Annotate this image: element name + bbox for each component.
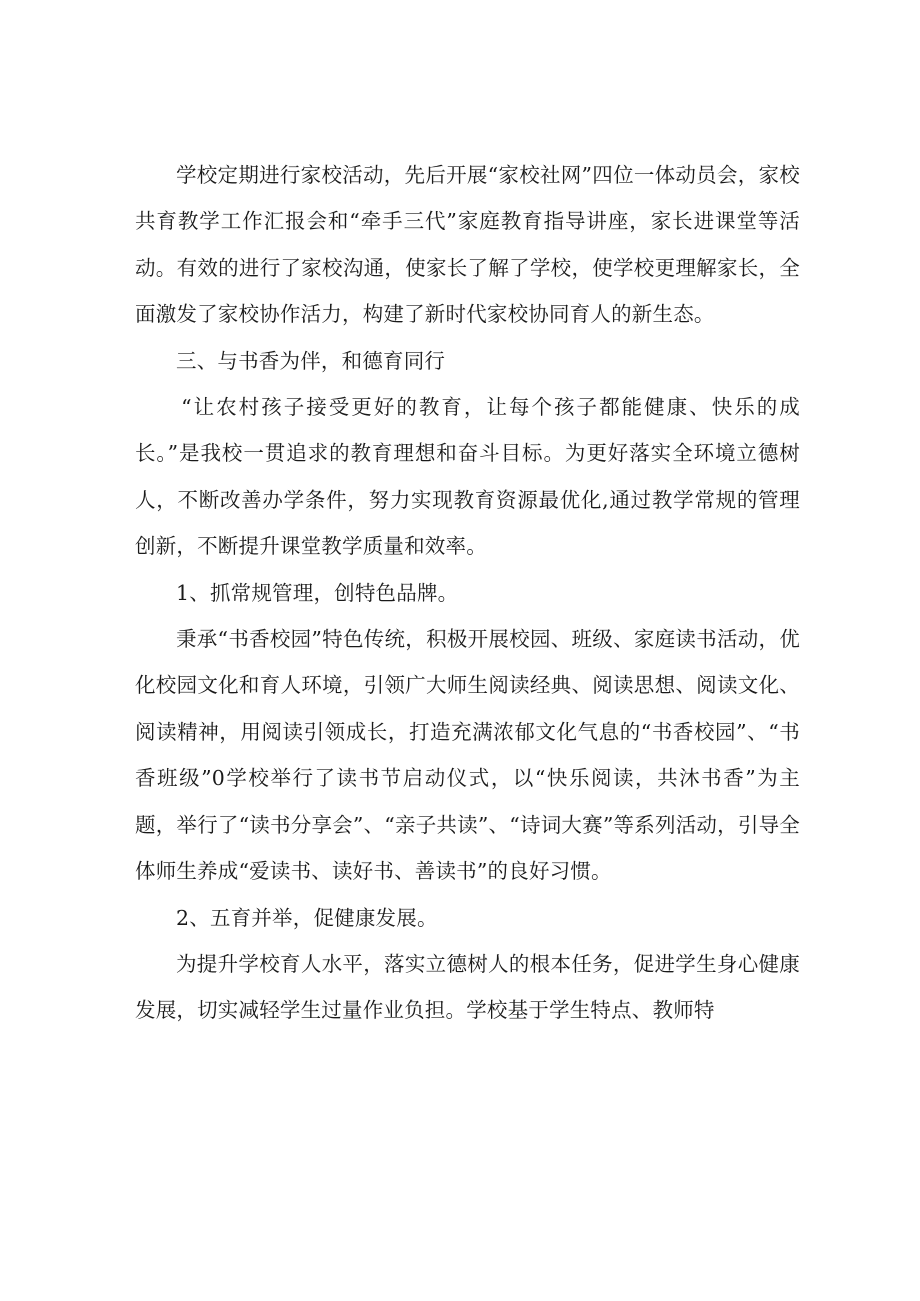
paragraph-education-ideal: “让农村孩子接受更好的教育，让每个孩子都能健康、快乐的成长。”是我校一贯追求的教育理想和奋斗目标。为更好落实全环境立德树人，不断改善办学条件，努力实现教育资源最优化,通过教学常规的管理创新，不断提升课堂教学质量和效率。	[135, 395, 800, 559]
subheading-routine-management: 1、抓常规管理，创特色品牌。	[176, 580, 459, 605]
subheading-five-education: 2、五育并举，促健康发展。	[176, 905, 438, 930]
paragraph-home-school-activities: 学校定期进行家校活动，先后开展“家校社网”四位一体动员会，家校共育教学工作汇报会和“牵手三代”家庭教育指导讲座，家长进课堂等活动。有效的进行了家校沟通，使家长了解了学校，使学校更理解家长，全面激发了家校协作活力，构建了新时代家校协同育人的新生态。	[135, 163, 800, 327]
paragraph-scholarly-campus: 秉承“书香校园”特色传统，积极开展校园、班级、家庭读书活动，优化校园文化和育人环境，引领广大师生阅读经典、阅读思想、阅读文化、阅读精神，用阅读引领成长，打造充满浓郁文化气息的“书香校园”、“书香班级”0学校举行了读书节启动仪式，以“快乐阅读，共沐书香”为主题，举行了“读书分享会”、“亲子共读”、“诗词大赛”等系列活动，引导全体师生养成“爱读书、读好书、善读书”的良好习惯。	[135, 627, 800, 884]
document-body	[135, 152, 800, 1034]
paragraph-student-development: 为提升学校育人水平，落实立德树人的根本任务，促进学生身心健康发展，切实减轻学生过量作业负担。学校基于学生特点、教师特	[135, 951, 800, 1023]
section-heading-three: 三、与书香为伴，和德育同行	[176, 348, 446, 373]
